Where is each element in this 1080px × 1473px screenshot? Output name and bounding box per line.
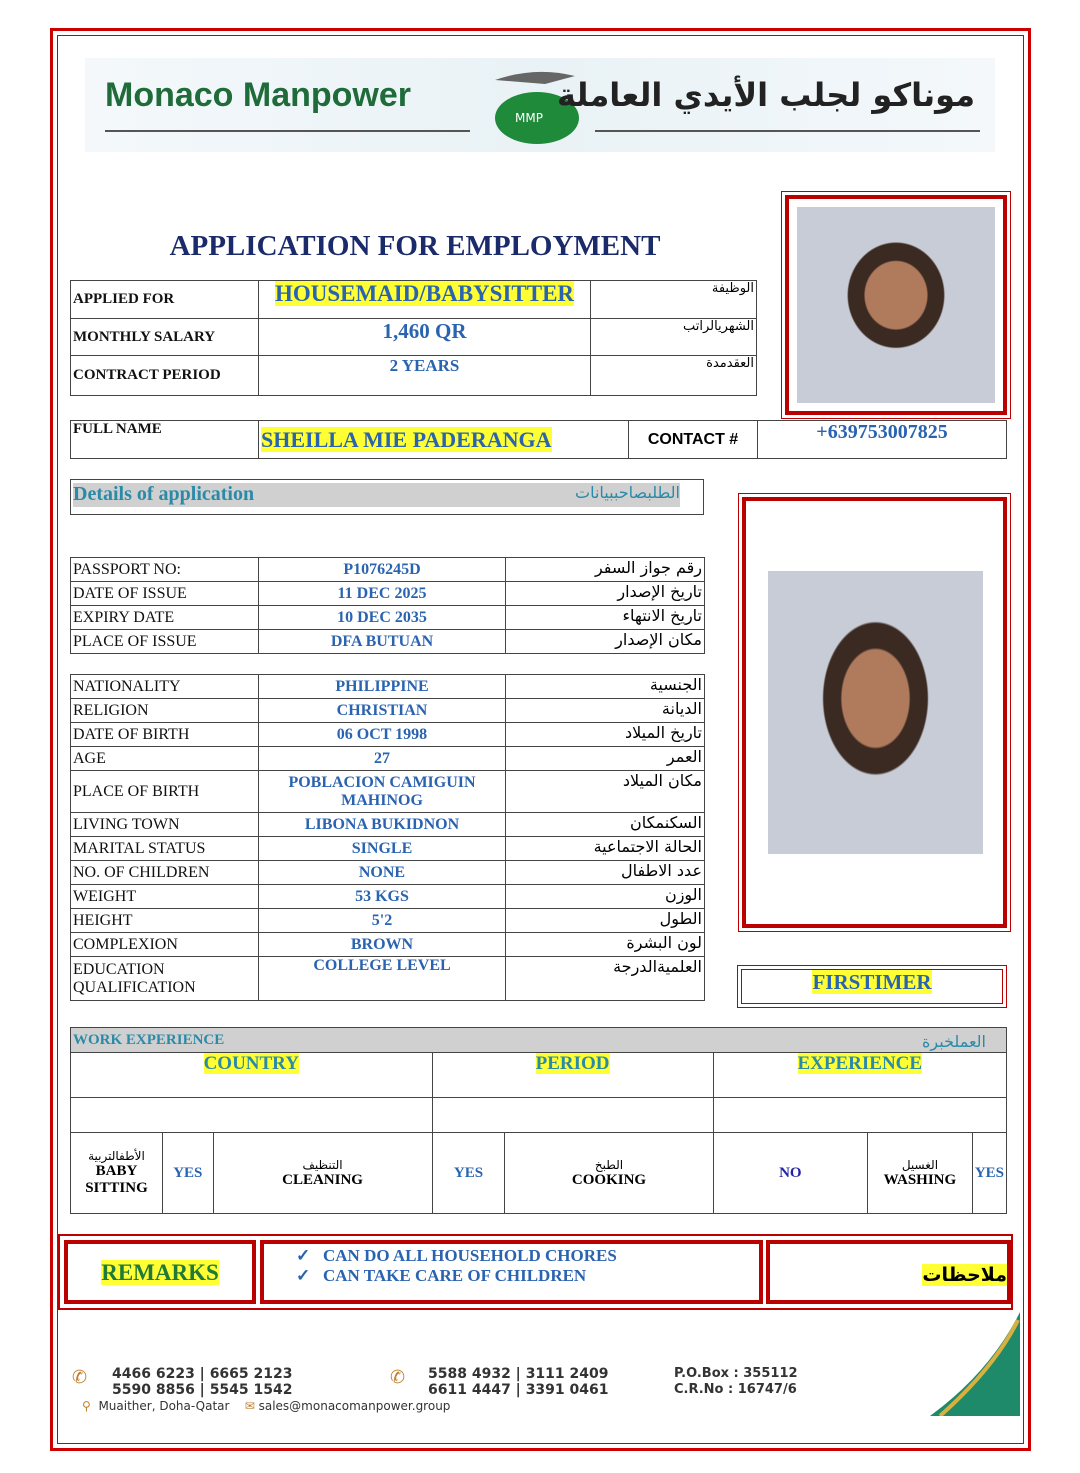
details-header — [70, 479, 704, 515]
skill-arabic: الغسيل — [901, 1157, 939, 1172]
arabic-label: الديانة — [506, 699, 705, 723]
firstimer-box — [737, 965, 1007, 1008]
personal-table — [70, 674, 705, 1001]
skill-arabic: الطبخ — [594, 1157, 624, 1172]
arabic-label: الوظيفة — [591, 281, 757, 319]
dob-value: 06 OCT 1998 — [259, 723, 506, 747]
label: WEIGHT — [71, 885, 259, 909]
phone-icon: ✆ — [72, 1367, 88, 1388]
photo-frame — [742, 497, 1007, 928]
contact-label: CONTACT # — [629, 421, 758, 459]
label: DATE OF ISSUE — [71, 582, 259, 606]
expiry-date-value: 10 DEC 2035 — [259, 606, 506, 630]
phone: 6611 4447 — [428, 1382, 511, 1398]
empty-cell — [71, 1098, 433, 1133]
skill-arabic: الأطفالتربية — [88, 1149, 145, 1163]
location-icon: ⚲ — [82, 1399, 91, 1413]
passport-no-value: P1076245D — [259, 558, 506, 582]
brand-name: Monaco Manpower — [105, 76, 412, 114]
complexion-value: BROWN — [259, 933, 506, 957]
contract-value: 2 YEARS — [259, 356, 591, 396]
height-value: 5'2 — [259, 909, 506, 933]
work-title: WORK EXPERIENCE — [73, 1031, 225, 1048]
label: RELIGION — [71, 699, 259, 723]
skill-label: BABY SITTING — [85, 1163, 148, 1196]
remarks-label-arabic: ملاحظات — [922, 1264, 1007, 1286]
email: sales@monacomanpower.group — [258, 1399, 451, 1413]
arabic-label: مكان الإصدار — [506, 630, 705, 654]
footer-swoosh — [930, 1312, 1020, 1416]
skill-arabic: التنظيف — [302, 1157, 343, 1172]
details-title: Details of application — [73, 483, 255, 505]
label: CONTRACT PERIOD — [71, 356, 259, 396]
religion-value: CHRISTIAN — [259, 699, 506, 723]
arabic-label: تاريخ الانتهاء — [506, 606, 705, 630]
education-value: COLLEGE LEVEL — [259, 957, 506, 1001]
name-table — [70, 420, 1007, 459]
applicant-photo-full — [768, 571, 983, 854]
arabic-label: السكنمكان — [506, 813, 705, 837]
work-title-arabic: العملخبرة — [922, 1031, 986, 1051]
phone: 5590 8856 — [112, 1382, 195, 1398]
job-table — [70, 280, 757, 396]
skill-value: YES — [972, 1133, 1006, 1214]
po-box: P.O.Box : 355112 — [674, 1366, 798, 1381]
label: NO. OF CHILDREN — [71, 861, 259, 885]
arabic-label: العلميةالدرجة — [506, 957, 705, 1001]
svg-text:MMP: MMP — [515, 111, 543, 125]
header-banner — [85, 58, 995, 152]
arabic-label: لون البشرة — [506, 933, 705, 957]
arabic-label: تاريخ الإصدار — [506, 582, 705, 606]
arabic-label: الوزن — [506, 885, 705, 909]
arabic-label: الجنسية — [506, 675, 705, 699]
applicant-photo — [797, 207, 995, 403]
issue-date-value: 11 DEC 2025 — [259, 582, 506, 606]
label: MONTHLY SALARY — [71, 319, 259, 356]
footer: ✆ 4466 6223 | 6665 2123 5590 8856 | 5545 1542 ✆ 5588 4932 | 3111 2409 6611 4447 | 3391 0461 P.O.Box : 355112 C.R.No : 16747/6 ⚲ Muaither, Doha-Qatar ✉ sales@monacomanpower.group — [60, 1312, 1020, 1416]
arabic-label: رقم جواز السفر — [506, 558, 705, 582]
phone: 5588 4932 — [428, 1366, 511, 1382]
photo-frame — [785, 195, 1007, 415]
remark-item: ✓ CAN TAKE CARE OF CHILDREN — [296, 1266, 587, 1285]
arabic-label: مكان الميلاد — [506, 771, 705, 813]
skill-label: CLEANING — [282, 1171, 363, 1188]
phone: 4466 6223 — [112, 1366, 195, 1382]
arabic-label: عدد الاطفال — [506, 861, 705, 885]
label: DATE OF BIRTH — [71, 723, 259, 747]
phone: 6665 2123 — [209, 1366, 293, 1382]
firstimer-label: FIRSTIMER — [812, 970, 932, 994]
remarks-label: REMARKS — [101, 1260, 219, 1285]
remark-item: ✓ CAN DO ALL HOUSEHOLD CHORES — [296, 1246, 617, 1265]
applied-for-value: HOUSEMAID/BABYSITTER — [274, 281, 575, 306]
place-of-birth-value: POBLACION CAMIGUIN MAHINOG — [259, 771, 506, 813]
salary-value: 1,460 QR — [259, 319, 591, 356]
full-name-value: SHEILLA MIE PADERANGA — [261, 426, 552, 452]
remarks-section — [58, 1234, 1013, 1310]
skill-label: WASHING — [883, 1171, 957, 1188]
address: Muaither, Doha-Qatar — [98, 1399, 230, 1413]
page-title: APPLICATION FOR EMPLOYMENT — [169, 230, 661, 262]
marital-status-value: SINGLE — [259, 837, 506, 861]
label: MARITAL STATUS — [71, 837, 259, 861]
skill-label: COOKING — [571, 1171, 647, 1188]
arabic-label: الشهريالراتب — [591, 319, 757, 356]
label: PLACE OF ISSUE — [71, 630, 259, 654]
phone: 3111 2409 — [525, 1366, 609, 1382]
divider — [595, 130, 980, 132]
brand-name-arabic: موناكو لجلب الأيدي العاملة — [557, 76, 975, 114]
col-country: COUNTRY — [203, 1053, 299, 1074]
skill-value: YES — [162, 1133, 213, 1214]
label: HEIGHT — [71, 909, 259, 933]
divider — [105, 130, 470, 132]
label: COMPLEXION — [71, 933, 259, 957]
skill-value: NO — [713, 1133, 867, 1214]
nationality-value: PHILIPPINE — [259, 675, 506, 699]
col-experience: EXPERIENCE — [797, 1053, 923, 1074]
label: PLACE OF BIRTH — [71, 771, 259, 813]
phone: 5545 1542 — [209, 1382, 293, 1398]
arabic-label: العمر — [506, 747, 705, 771]
empty-cell — [713, 1098, 1006, 1133]
phone: 3391 0461 — [525, 1382, 609, 1398]
arabic-label: العقدمدة — [591, 356, 757, 396]
arabic-label: الحالة الاجتماعية — [506, 837, 705, 861]
email-icon: ✉ — [244, 1399, 255, 1413]
label: FULL NAME — [71, 421, 259, 459]
contact-value: +639753007825 — [758, 421, 1007, 459]
label: EXPIRY DATE — [71, 606, 259, 630]
cr-no: C.R.No : 16747/6 — [674, 1382, 797, 1397]
label: AGE — [71, 747, 259, 771]
label: APPLIED FOR — [71, 281, 259, 319]
label: LIVING TOWN — [71, 813, 259, 837]
skill-value: YES — [432, 1133, 505, 1214]
age-value: 27 — [259, 747, 506, 771]
arabic-label: تاريخ الميلاد — [506, 723, 705, 747]
work-experience-table — [70, 1027, 1007, 1214]
details-title-arabic: الطلبصاحببيانات — [575, 483, 680, 502]
empty-cell — [432, 1098, 713, 1133]
col-period: PERIOD — [535, 1053, 610, 1074]
arabic-label: الطول — [506, 909, 705, 933]
passport-table — [70, 557, 705, 654]
label: NATIONALITY — [71, 675, 259, 699]
place-of-issue-value: DFA BUTUAN — [259, 630, 506, 654]
weight-value: 53 KGS — [259, 885, 506, 909]
label: PASSPORT NO: — [71, 558, 259, 582]
children-value: NONE — [259, 861, 506, 885]
phone-icon: ✆ — [390, 1367, 406, 1388]
living-town-value: LIBONA BUKIDNON — [259, 813, 506, 837]
label: EDUCATION QUALIFICATION — [71, 957, 259, 1001]
